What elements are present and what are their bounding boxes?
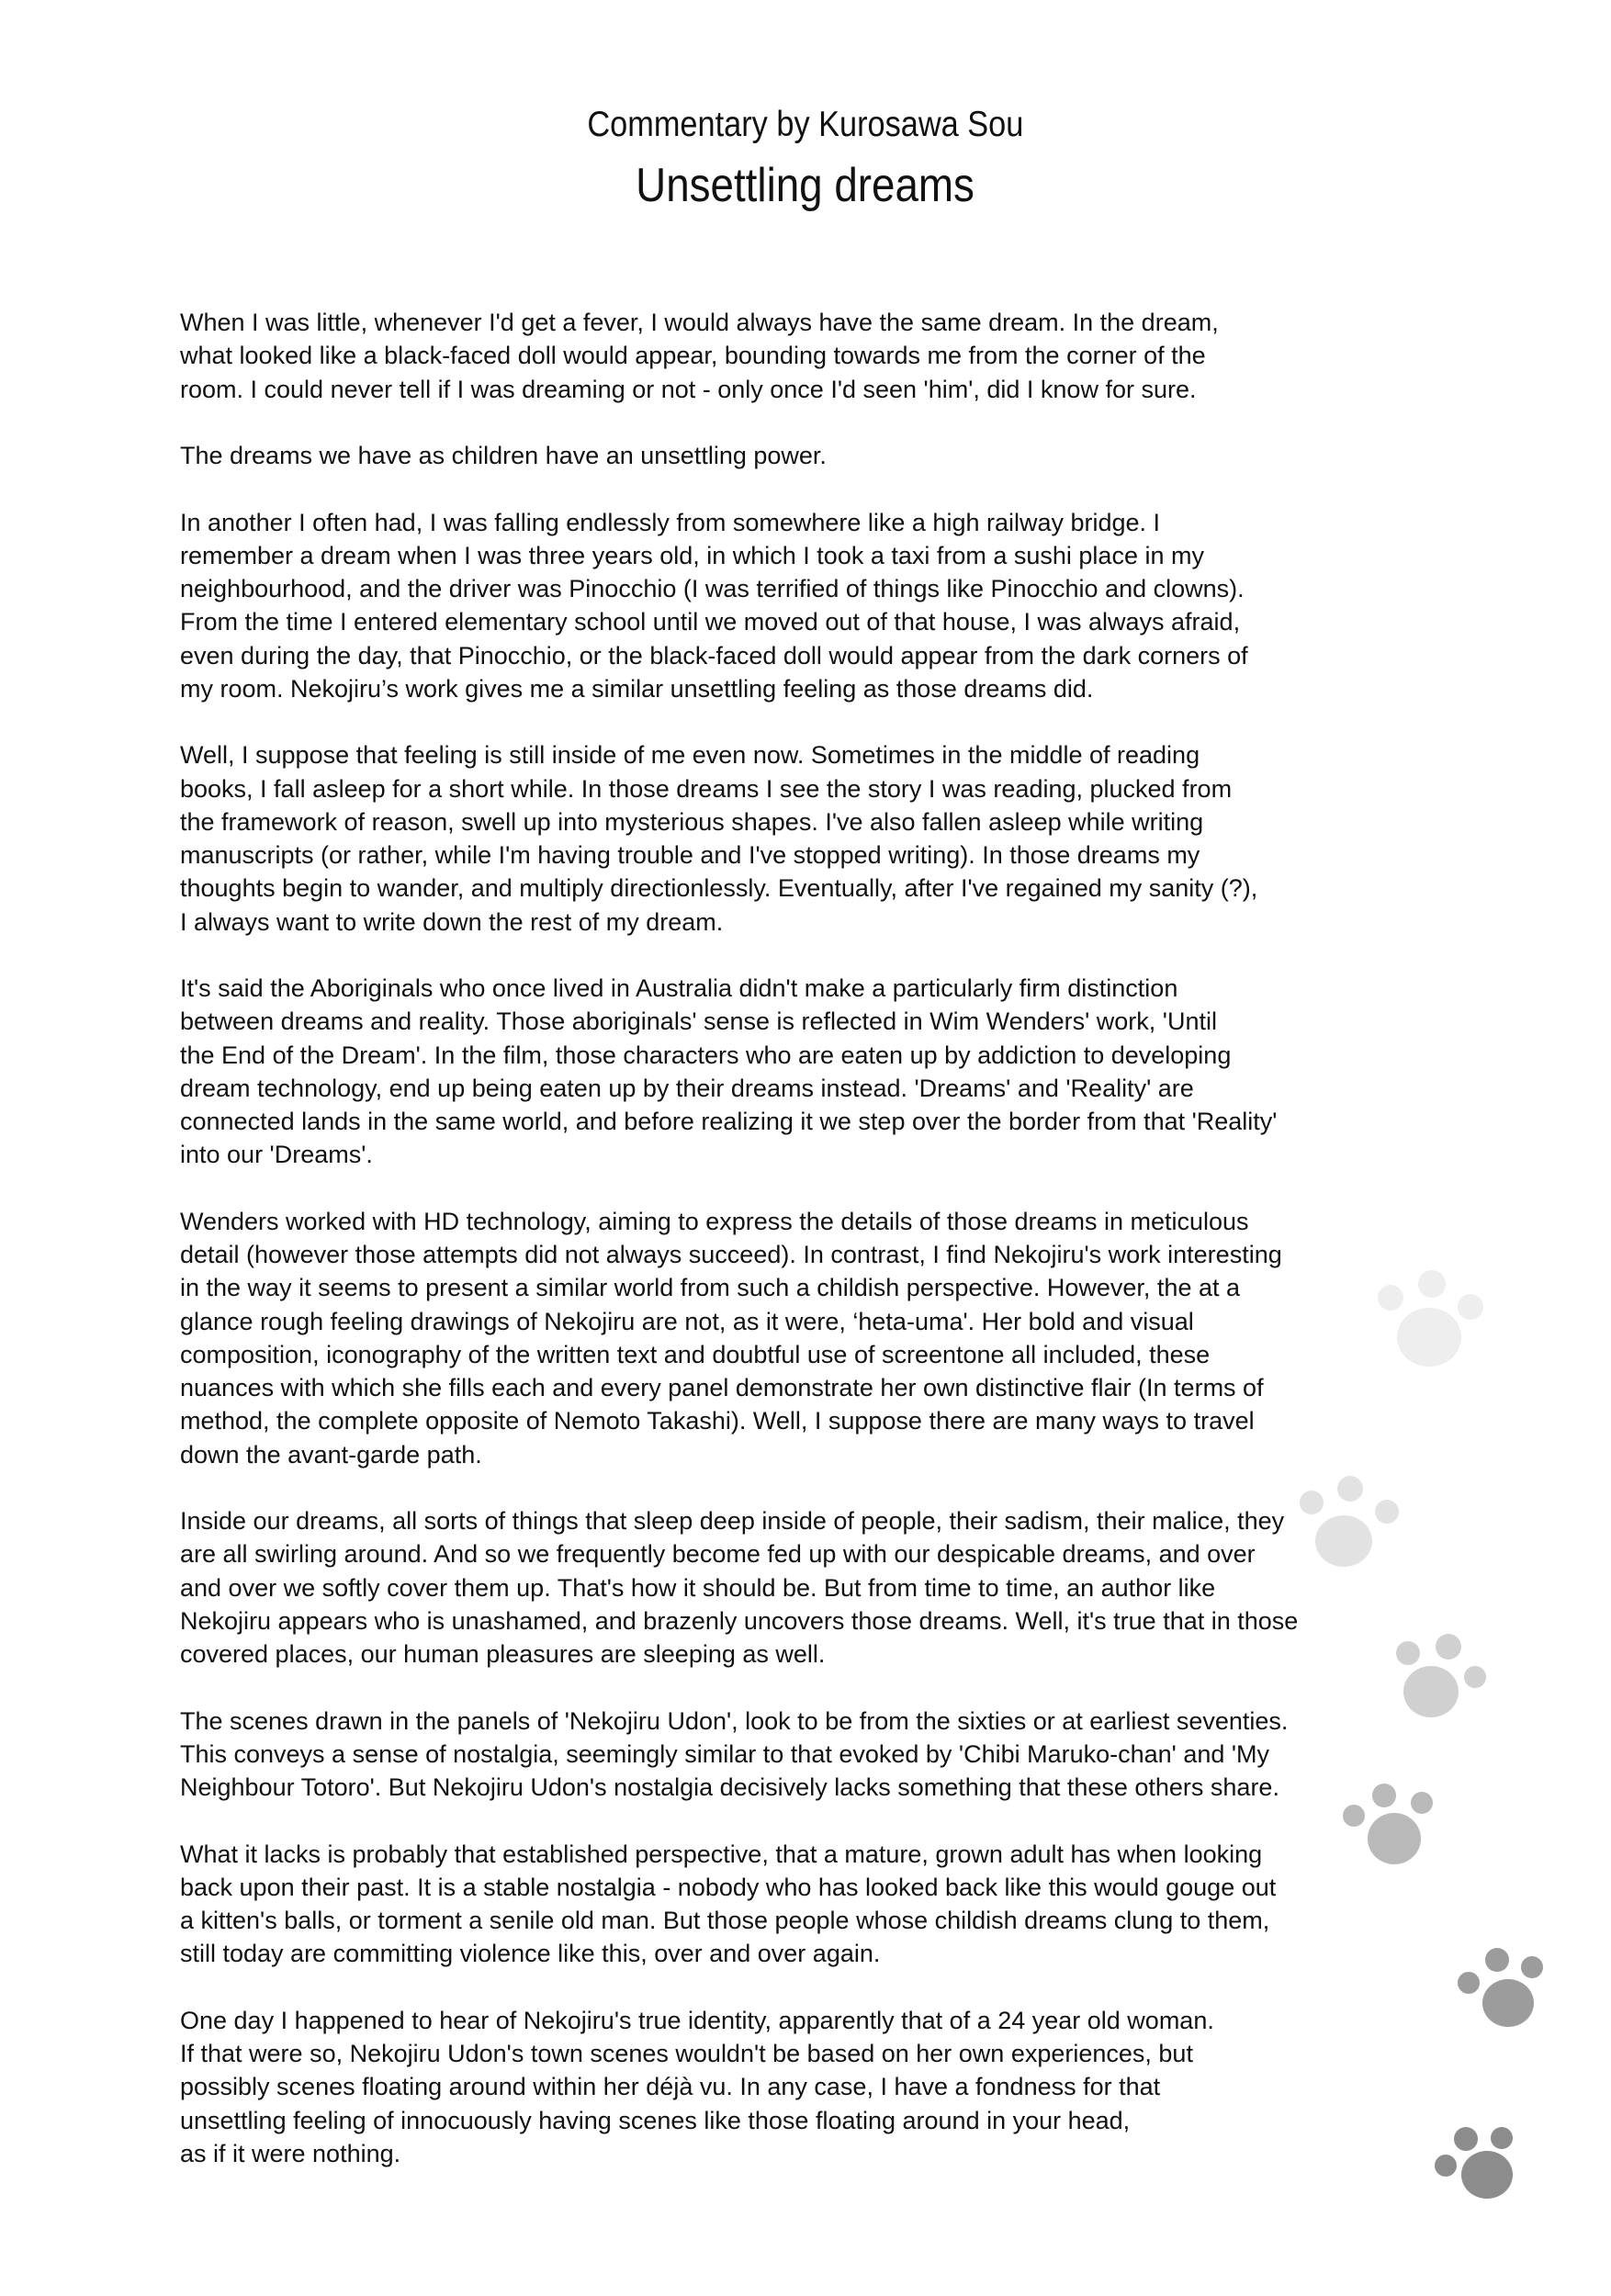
paragraph bbox=[180, 2004, 1298, 2170]
text-line: Neighbour Totoro'. But Nekojiru Udon's nostalgia decisively lacks something that these others share. bbox=[180, 1773, 1279, 1801]
paw-print-icon bbox=[1435, 2127, 1513, 2199]
text-line: down the avant-garde path. bbox=[180, 1440, 482, 1469]
text-line: composition, iconography of the written text and doubtful use of screentone all included, these bbox=[180, 1340, 1211, 1368]
text-line: possibly scenes floating around within her déjà vu. In any case, I have a fondness for that bbox=[180, 2073, 1161, 2101]
page-title bbox=[0, 156, 1611, 215]
text-line: glance rough feeling drawings of Nekojiru are not, as it were, ‘heta-uma'. Her bold and visual bbox=[180, 1307, 1194, 1335]
text-line: unsettling feeling of innocuously having scenes like those floating around in your head, bbox=[180, 2106, 1131, 2134]
text-line: Well, I suppose that feeling is still inside of me even now. Sometimes in the middle of reading bbox=[180, 741, 1200, 770]
text-line: manuscripts (or rather, while I'm having trouble and I've stopped writing). In those dreams my bbox=[180, 841, 1200, 869]
text-line: Nekojiru appears who is unashamed, and brazenly uncovers those dreams. Well, it's true that in those bbox=[180, 1606, 1299, 1635]
text-line: What it lacks is probably that established perspective, that a mature, grown adult has when looking bbox=[180, 1840, 1263, 1868]
text-line: my room. Nekojiru’s work gives me a similar unsettling feeling as those dreams did. bbox=[180, 674, 1094, 703]
text-line: room. I could never tell if I was dreaming or not - only once I'd seen 'him', did I know for sure. bbox=[180, 375, 1197, 403]
text-line: This conveys a sense of nostalgia, seemingly similar to that evoked by 'Chibi Maruko-chan' and 'My bbox=[180, 1739, 1270, 1768]
text-line: The dreams we have as children have an unsettling power. bbox=[180, 442, 827, 469]
text-line: thoughts begin to wander, and multiply directionlessly. Eventually, after I've regained my sanity (?), bbox=[180, 874, 1258, 903]
text-line: a kitten's balls, or torment a senile old man. But those people whose childish dreams clung to them, bbox=[180, 1907, 1270, 1934]
paw-print-icon bbox=[1458, 1948, 1543, 2027]
text-line: in the way it seems to present a similar world from such a childish perspective. However, the at a bbox=[180, 1274, 1240, 1302]
text-line: dream technology, end up being eaten up by their dreams instead. 'Dreams' and 'Reality' are bbox=[180, 1074, 1194, 1102]
text-line: even during the day, that Pinocchio, or the black-faced doll would appear from the dark corners of bbox=[180, 641, 1248, 670]
title-text: Unsettling dreams bbox=[636, 159, 975, 212]
text-line: neighbourhood, and the driver was Pinocchio (I was terrified of things like Pinocchio and clowns). bbox=[180, 575, 1245, 602]
paragraph bbox=[180, 1205, 1298, 1471]
text-line: remember a dream when I was three years old, in which I took a taxi from a sushi place in my bbox=[180, 541, 1204, 569]
paragraph bbox=[180, 1705, 1298, 1805]
text-line: I always want to write down the rest of my dream. bbox=[180, 907, 724, 936]
paw-print-icon bbox=[1300, 1476, 1399, 1567]
article-body bbox=[180, 306, 1298, 2203]
text-line: as if it were nothing. bbox=[180, 2139, 401, 2167]
text-line: what looked like a black-faced doll would appear, bounding towards me from the corner of the bbox=[180, 342, 1206, 370]
text-line: covered places, our human pleasures are sleeping as well. bbox=[180, 1640, 826, 1668]
paragraph bbox=[180, 439, 1298, 472]
paw-print-icon bbox=[1396, 1634, 1486, 1717]
paw-print-icon bbox=[1378, 1270, 1483, 1367]
text-line: Inside our dreams, all sorts of things that sleep deep inside of people, their sadism, their malice, they bbox=[180, 1507, 1285, 1535]
text-line: the End of the Dream'. In the film, those characters who are eaten up by addiction to developing bbox=[180, 1041, 1232, 1069]
text-line: When I was little, whenever I'd get a fever, I would always have the same dream. In the dream, bbox=[180, 309, 1219, 336]
text-line: into our 'Dreams'. bbox=[180, 1141, 373, 1169]
text-line: One day I happened to hear of Nekojiru's true identity, apparently that of a 24 year old woman. bbox=[180, 2006, 1214, 2034]
paragraph bbox=[180, 306, 1298, 406]
text-line: nuances with which she fills each and every panel demonstrate her own distinctive flair (In terms of bbox=[180, 1374, 1264, 1401]
text-line: the framework of reason, swell up into mysterious shapes. I've also fallen asleep while writing bbox=[180, 807, 1204, 836]
paragraph bbox=[180, 1838, 1298, 1971]
paragraph bbox=[180, 972, 1298, 1172]
text-line: If that were so, Nekojiru Udon's town scenes wouldn't be based on her own experiences, but bbox=[180, 2040, 1193, 2067]
text-line: Wenders worked with HD technology, aiming to express the details of those dreams in meticulous bbox=[180, 1207, 1249, 1235]
text-line: From the time I entered elementary school until we moved out of that house, I was always afraid, bbox=[180, 608, 1241, 636]
text-line: In another I often had, I was falling endlessly from somewhere like a high railway bridge. I bbox=[180, 508, 1161, 536]
text-line: still today are committing violence like this, over and over again. bbox=[180, 1940, 881, 1968]
text-line: books, I fall asleep for a short while. In those dreams I see the story I was reading, plucked from bbox=[180, 774, 1233, 803]
byline-text: Commentary by Kurosawa Sou bbox=[587, 105, 1024, 144]
paragraph bbox=[180, 506, 1298, 706]
text-line: detail (however those attempts did not always succeed). In contrast, I find Nekojiru's work interesting bbox=[180, 1241, 1282, 1268]
text-line: It's said the Aboriginals who once lived in Australia didn't make a particularly firm distinction bbox=[180, 974, 1178, 1002]
paragraph bbox=[180, 1504, 1298, 1671]
text-line: method, the complete opposite of Nemoto Takashi). Well, I suppose there are many ways to travel bbox=[180, 1407, 1255, 1435]
paragraph bbox=[180, 738, 1298, 939]
commentary-byline bbox=[0, 103, 1611, 147]
text-line: connected lands in the same world, and before realizing it we step over the border from that 'Reality' bbox=[180, 1108, 1278, 1135]
text-line: back upon their past. It is a stable nostalgia - nobody who has looked back like this would gouge out bbox=[180, 1873, 1277, 1901]
paw-print-icon bbox=[1343, 1784, 1433, 1864]
text-line: and over we softly cover them up. That's how it should be. But from time to time, an author like bbox=[180, 1573, 1216, 1602]
text-line: are all swirling around. And so we frequently become fed up with our despicable dreams, and over bbox=[180, 1540, 1256, 1569]
text-line: between dreams and reality. Those aboriginals' sense is reflected in Wim Wenders' work, 'Until bbox=[180, 1007, 1217, 1036]
text-line: The scenes drawn in the panels of 'Nekojiru Udon', look to be from the sixties or at earliest seventies. bbox=[180, 1706, 1289, 1735]
